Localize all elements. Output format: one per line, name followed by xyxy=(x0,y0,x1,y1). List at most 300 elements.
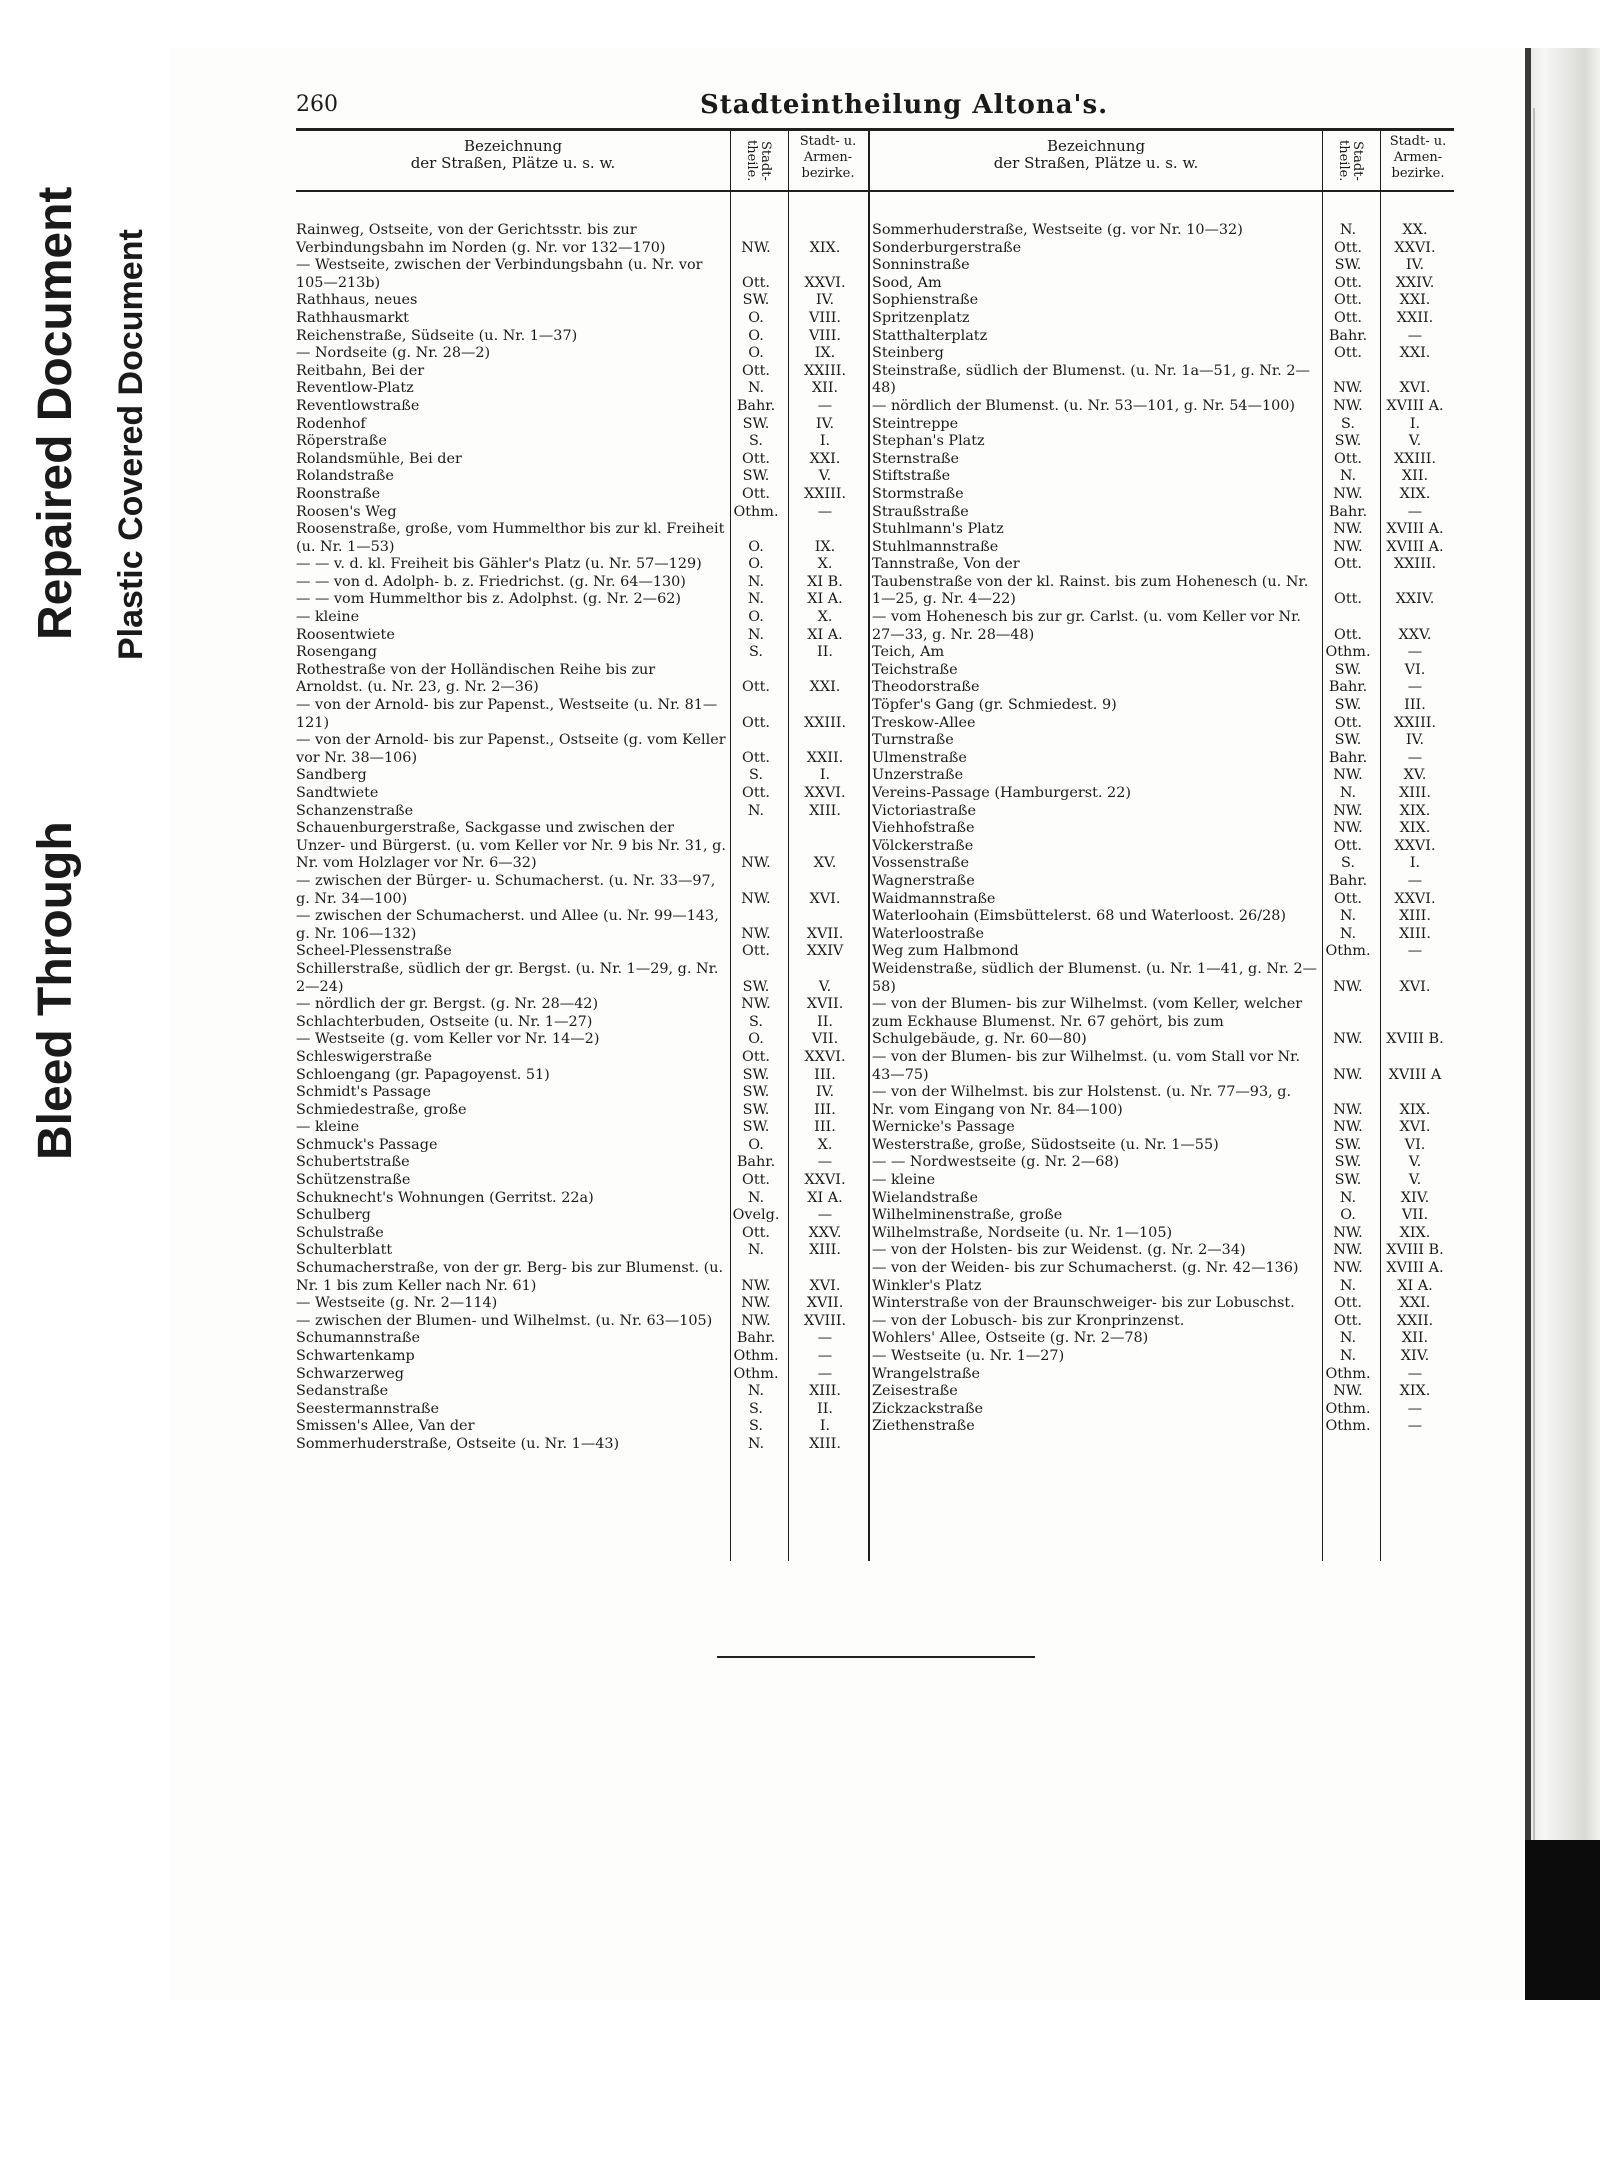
street-name: Sophienstraße xyxy=(872,292,979,309)
street-name: Schmidt's Passage xyxy=(296,1084,432,1101)
header-bezirke-left: Stadt- u. Armen- bezirke. xyxy=(799,134,857,181)
armenbezirk-value: III. xyxy=(814,1066,836,1083)
stadttheil-value: NW. xyxy=(1333,1383,1363,1400)
street-name: Winterstraße von der Braunschweiger- bis zur Lobuschst. xyxy=(872,1295,1295,1312)
armenbezirk-value: — xyxy=(1407,1365,1423,1382)
table-row xyxy=(296,1225,868,1243)
stadttheil-value: S. xyxy=(749,1013,763,1030)
stadttheil-value: N. xyxy=(1339,1277,1357,1294)
table-row xyxy=(872,275,1454,293)
street-name: Schuknecht's Wohnungen (Gerritst. 22a) xyxy=(296,1189,594,1206)
stadttheil-value: Ott. xyxy=(1334,450,1362,467)
armenbezirk-value: XXIII. xyxy=(1393,450,1437,467)
armenbezirk-value: — xyxy=(1407,943,1423,960)
table-row xyxy=(296,292,868,310)
armenbezirk-value: XIX. xyxy=(1399,1224,1431,1241)
stadttheil-value: Ott. xyxy=(1334,345,1362,362)
table-row xyxy=(872,222,1454,240)
table-row xyxy=(296,803,868,821)
armenbezirk-value: XVIII A. xyxy=(1386,538,1444,555)
street-name: Roonstraße xyxy=(296,485,381,502)
street-name: Steinberg xyxy=(872,345,944,362)
street-name: Tannstraße, Von der xyxy=(872,556,1020,573)
armenbezirk-value: XXIII. xyxy=(803,362,847,379)
street-name: Schulterblatt xyxy=(296,1242,393,1259)
table-row xyxy=(296,627,868,645)
armenbezirk-value: III. xyxy=(814,1119,836,1136)
street-name: Wilhelminenstraße, große xyxy=(872,1207,1063,1224)
street-name: Schmuck's Passage xyxy=(296,1136,438,1153)
street-name: — von der Blumen- bis zur Wilhelmst. (vom Keller, welcher zum Eckhause Blumenst. Nr. 67 gehört, bis zum Schulgebäude, g. Nr. 60—80) xyxy=(872,996,1303,1048)
armenbezirk-value: V. xyxy=(1408,1154,1422,1171)
stadttheil-value: S. xyxy=(749,1418,763,1435)
armenbezirk-value: XXVI. xyxy=(804,1172,846,1189)
armenbezirk-value: — xyxy=(1407,644,1423,661)
street-name: Schumacherstraße, von der gr. Berg- bis zur Blumenst. (u. Nr. 1 bis zum Keller nach Nr. 61) xyxy=(296,1260,724,1294)
table-row xyxy=(872,644,1454,662)
street-name: Steintreppe xyxy=(872,415,959,432)
armenbezirk-value: XXVI. xyxy=(1394,239,1436,256)
table-row xyxy=(872,468,1454,486)
table-row xyxy=(872,1348,1454,1366)
table-row xyxy=(296,943,868,961)
page-title: Stadteintheilung Altona's. xyxy=(700,90,1109,120)
street-name: Wielandstraße xyxy=(872,1189,979,1206)
table-row xyxy=(296,961,868,996)
stadttheil-value: NW. xyxy=(1333,538,1363,555)
armenbezirk-value: XVIII A. xyxy=(1386,1260,1444,1277)
table-row xyxy=(296,1295,868,1313)
street-name: Wilhelmstraße, Nordseite (u. Nr. 1—105) xyxy=(872,1224,1173,1241)
street-name: Töpfer's Gang (gr. Schmiedest. 9) xyxy=(872,697,1117,714)
table-row xyxy=(872,292,1454,310)
stadttheil-value: NW. xyxy=(1333,380,1363,397)
table-row xyxy=(296,1031,868,1049)
armenbezirk-value: IV. xyxy=(815,1084,835,1101)
armenbezirk-value: II. xyxy=(817,1400,833,1417)
table-row xyxy=(296,1401,868,1419)
stadttheil-value: SW. xyxy=(1334,1136,1362,1153)
stadttheil-value: Ott. xyxy=(742,485,770,502)
stadttheil-value: NW. xyxy=(1333,1260,1363,1277)
street-name: Spritzenplatz xyxy=(872,309,970,326)
table-row xyxy=(296,380,868,398)
armenbezirk-value: VII. xyxy=(811,1031,839,1048)
stadttheil-value: Othm. xyxy=(1325,943,1371,960)
stadttheil-value: O. xyxy=(748,345,764,362)
stadttheil-value: Ott. xyxy=(742,1048,770,1065)
armenbezirk-value: I. xyxy=(819,433,831,450)
armenbezirk-value: XVII. xyxy=(806,925,844,942)
armenbezirk-value: XVIII A xyxy=(1388,1066,1442,1083)
stadttheil-value: Ott. xyxy=(742,274,770,291)
table-row xyxy=(296,908,868,943)
stadttheil-value: N. xyxy=(747,1189,765,1206)
stadttheil-value: SW. xyxy=(742,1101,770,1118)
table-row xyxy=(872,803,1454,821)
street-name: Rodenhof xyxy=(296,415,366,432)
table-row xyxy=(872,996,1454,1049)
street-name: Waterloostraße xyxy=(872,925,984,942)
table-row xyxy=(296,785,868,803)
armenbezirk-value: III. xyxy=(1404,697,1426,714)
table-row xyxy=(872,1242,1454,1260)
header-stadttheile-right: Stadt- theile. xyxy=(1336,140,1365,182)
stadttheil-value: Ott. xyxy=(1334,274,1362,291)
street-name: Rathhaus, neues xyxy=(296,292,418,309)
armenbezirk-value: XXIII. xyxy=(1393,556,1437,573)
stadttheil-value: NW. xyxy=(1333,485,1363,502)
street-name: Schillerstraße, südlich der gr. Bergst. (u. Nr. 1—29, g. Nr. 2—24) xyxy=(296,960,719,995)
street-name: Wagnerstraße xyxy=(872,872,975,889)
table-row xyxy=(296,609,868,627)
armenbezirk-value: X. xyxy=(817,556,833,573)
armenbezirk-value: VI. xyxy=(1404,1136,1426,1153)
stadttheil-value: Bahr. xyxy=(736,1330,776,1347)
street-name: Steinstraße, südlich der Blumenst. (u. Nr. 1a—51, g. Nr. 2—48) xyxy=(872,362,1310,397)
table-row xyxy=(872,732,1454,750)
stadttheil-value: S. xyxy=(749,433,763,450)
street-name: Weg zum Halbmond xyxy=(872,943,1019,960)
street-name: Stephan's Platz xyxy=(872,433,985,450)
stadttheil-value: NW. xyxy=(1333,1101,1363,1118)
stadttheil-value: SW. xyxy=(1334,697,1362,714)
street-name: — — vom Hummelthor bis z. Adolphst. (g. Nr. 2—62) xyxy=(296,591,681,608)
street-name: Rolandstraße xyxy=(296,468,394,485)
stadttheil-value: Ott. xyxy=(742,714,770,731)
stadttheil-value: Bahr. xyxy=(736,397,776,414)
armenbezirk-value: — xyxy=(1407,872,1423,889)
street-name: — von der Wilhelmst. bis zur Holstenst. (u. Nr. 77—93, g. Nr. vom Eingang von Nr. 84—100) xyxy=(872,1084,1292,1118)
armenbezirk-value: XVII. xyxy=(806,1295,844,1312)
table-row xyxy=(296,451,868,469)
armenbezirk-value: XIX. xyxy=(809,239,841,256)
stadttheil-value: Ott. xyxy=(742,679,770,696)
street-name: Teich, Am xyxy=(872,644,945,661)
stadttheil-value: O. xyxy=(748,538,764,555)
table-row xyxy=(872,451,1454,469)
armenbezirk-value: — xyxy=(817,397,833,414)
armenbezirk-value: V. xyxy=(1408,1172,1422,1189)
street-name: Westerstraße, große, Südostseite (u. Nr. 1—55) xyxy=(872,1136,1219,1153)
stadttheil-value: O. xyxy=(748,327,764,344)
armenbezirk-value: XVI. xyxy=(809,890,841,907)
table-row xyxy=(872,328,1454,346)
table-row xyxy=(296,222,868,257)
armenbezirk-value: X. xyxy=(817,609,833,626)
street-name: Treskow-Allee xyxy=(872,714,976,731)
table-row xyxy=(872,363,1454,398)
table-row xyxy=(296,504,868,522)
table-row xyxy=(296,1366,868,1384)
table-row xyxy=(872,257,1454,275)
street-name: Waterloohain (Eimsbüttelerst. 68 und Waterloost. 26/28) xyxy=(872,908,1286,925)
left-column xyxy=(296,222,868,1454)
stadttheil-value: Ott. xyxy=(1334,309,1362,326)
table-row xyxy=(296,644,868,662)
street-name: Sedanstraße xyxy=(296,1383,389,1400)
table-row xyxy=(296,591,868,609)
street-name: Sonderburgerstraße xyxy=(872,239,1022,256)
armenbezirk-value: XIII. xyxy=(809,1435,841,1452)
stadttheil-value: Ott. xyxy=(742,362,770,379)
street-name: Theodorstraße xyxy=(872,679,980,696)
armenbezirk-value: V. xyxy=(818,468,832,485)
stadttheil-value: N. xyxy=(1339,222,1357,238)
table-row xyxy=(296,1260,868,1295)
table-row xyxy=(872,961,1454,996)
header-designation-left: Bezeichnung der Straßen, Plätze u. s. w. xyxy=(410,137,616,172)
stadttheil-value: O. xyxy=(748,1136,764,1153)
armenbezirk-value: IV. xyxy=(815,415,835,432)
armenbezirk-value: XXII. xyxy=(1396,309,1434,326)
table-row xyxy=(296,1049,868,1067)
armenbezirk-value: XXII. xyxy=(806,749,844,766)
street-name: Viehhofstraße xyxy=(872,820,975,837)
table-header-rule xyxy=(296,190,1454,192)
street-name: Turnstraße xyxy=(872,732,954,749)
street-name: Schanzenstraße xyxy=(296,802,414,819)
table-row xyxy=(296,1137,868,1155)
table-row xyxy=(296,486,868,504)
street-name: — — v. d. kl. Freiheit bis Gähler's Platz (u. Nr. 57—129) xyxy=(296,556,702,573)
street-name: Schlachterbuden, Ostseite (u. Nr. 1—27) xyxy=(296,1013,593,1030)
table-row xyxy=(296,873,868,908)
table-row xyxy=(872,1172,1454,1190)
stadttheil-value: Ott. xyxy=(1334,837,1362,854)
stadttheil-value: N. xyxy=(747,591,765,608)
armenbezirk-value: XIV. xyxy=(1400,1189,1430,1206)
street-name: Roosen's Weg xyxy=(296,503,397,520)
armenbezirk-value: XI A. xyxy=(807,626,843,643)
street-name: Zickzackstraße xyxy=(872,1400,984,1417)
stadttheil-value: Ott. xyxy=(742,450,770,467)
armenbezirk-value: I. xyxy=(1409,415,1421,432)
table-row xyxy=(296,1172,868,1190)
armenbezirk-value: IX. xyxy=(814,538,836,555)
table-row xyxy=(296,433,868,451)
armenbezirk-value: XXV. xyxy=(808,1224,842,1241)
street-name: — — Nordwestseite (g. Nr. 2—68) xyxy=(872,1154,1120,1171)
armenbezirk-value: XXIV. xyxy=(1395,274,1435,291)
table-row xyxy=(296,1014,868,1032)
armenbezirk-value: XI A. xyxy=(807,591,843,608)
street-name: Straußstraße xyxy=(872,503,969,520)
table-row xyxy=(872,943,1454,961)
armenbezirk-value: XIII. xyxy=(809,1242,841,1259)
table-row xyxy=(296,416,868,434)
stadttheil-value: NW. xyxy=(1333,1242,1363,1259)
table-row xyxy=(872,697,1454,715)
armenbezirk-value: XVI. xyxy=(809,1277,841,1294)
armenbezirk-value: XIX. xyxy=(1399,1101,1431,1118)
street-name: — Westseite (g. Nr. 2—114) xyxy=(296,1295,498,1312)
armenbezirk-value: XV. xyxy=(813,855,837,872)
stadttheil-value: N. xyxy=(747,1383,765,1400)
street-name: Rolandsmühle, Bei der xyxy=(296,450,462,467)
stadttheil-value: O. xyxy=(748,1031,764,1048)
table-row xyxy=(296,1084,868,1102)
street-name: Waidmannstraße xyxy=(872,890,996,907)
street-name: — nördlich der Blumenst. (u. Nr. 53—101, g. Nr. 54—100) xyxy=(872,397,1296,414)
armenbezirk-value: XXIV xyxy=(806,943,844,960)
table-row xyxy=(872,820,1454,838)
table-row xyxy=(872,715,1454,733)
street-name: — kleine xyxy=(872,1172,936,1189)
stadttheil-value: NW. xyxy=(1333,820,1363,837)
stadttheil-value: Ott. xyxy=(1334,292,1362,309)
street-name: Rainweg, Ostseite, von der Gerichtsstr. bis zur Verbindungsbahn im Norden (g. Nr. vor 132—170) xyxy=(296,222,666,256)
table-row xyxy=(296,310,868,328)
stadttheil-value: Ott. xyxy=(1334,626,1362,643)
armenbezirk-value: XIII. xyxy=(1399,785,1431,801)
stadttheil-value: N. xyxy=(747,626,765,643)
street-name: — Westseite (u. Nr. 1—27) xyxy=(872,1348,1065,1364)
stadttheil-value: Ott. xyxy=(742,943,770,960)
street-name: Sandberg xyxy=(296,767,367,784)
armenbezirk-value: XI A. xyxy=(1397,1277,1433,1294)
street-name: Sommerhuderstraße, Ostseite (u. Nr. 1—43) xyxy=(296,1435,620,1452)
stadttheil-value: Ott. xyxy=(1334,239,1362,256)
street-name: Wernicke's Passage xyxy=(872,1119,1015,1136)
stadttheil-value: NW. xyxy=(1333,521,1363,538)
table-row xyxy=(872,1260,1454,1278)
street-name: — von der Blumen- bis zur Wilhelmst. (u. vom Stall vor Nr. 43—75) xyxy=(872,1048,1301,1083)
stadttheil-value: Othm. xyxy=(733,503,779,520)
street-name: — zwischen der Blumen- und Wilhelmst. (u. Nr. 63—105) xyxy=(296,1312,713,1329)
street-name: Winkler's Platz xyxy=(872,1277,982,1294)
table-row xyxy=(296,1436,868,1454)
table-row xyxy=(872,539,1454,557)
street-name: — kleine xyxy=(296,609,360,626)
table-row xyxy=(296,521,868,556)
table-row xyxy=(872,1207,1454,1225)
street-name: Röperstraße xyxy=(296,433,387,450)
stadttheil-value: Othm. xyxy=(733,1365,779,1382)
armenbezirk-value: XX. xyxy=(1402,222,1428,238)
armenbezirk-value: I. xyxy=(819,767,831,784)
table-row xyxy=(296,257,868,292)
street-name: Roosentwiete xyxy=(296,626,395,643)
sidebar-label-repaired-document: Repaired Document xyxy=(29,186,82,640)
stadttheil-value: S. xyxy=(749,767,763,784)
armenbezirk-value: VIII. xyxy=(808,309,842,326)
stadttheil-value: NW. xyxy=(741,996,771,1013)
table-row xyxy=(872,1137,1454,1155)
table-row xyxy=(872,838,1454,856)
armenbezirk-value: — xyxy=(1407,1418,1423,1435)
page-edge-dark-corner xyxy=(1525,1840,1600,2000)
street-name: Roosenstraße, große, vom Hummelthor bis zur kl. Freiheit (u. Nr. 1—53) xyxy=(296,521,725,555)
table-row xyxy=(872,855,1454,873)
table-row xyxy=(872,1366,1454,1384)
armenbezirk-value: XXII. xyxy=(1396,1312,1434,1329)
street-name: Statthalterplatz xyxy=(872,327,988,344)
stadttheil-value: Bahr. xyxy=(1328,503,1368,520)
stadttheil-value: N. xyxy=(747,1435,765,1452)
armenbezirk-value: XII. xyxy=(811,380,839,397)
armenbezirk-value: XIII. xyxy=(1399,925,1431,942)
street-name: Reventlow-Platz xyxy=(296,380,414,397)
street-name: Seestermannstraße xyxy=(296,1400,439,1417)
street-name: Stormstraße xyxy=(872,485,964,502)
stadttheil-value: NW. xyxy=(741,855,771,872)
street-name: Rosengang xyxy=(296,644,377,661)
table-row xyxy=(872,1154,1454,1172)
street-name: Unzerstraße xyxy=(872,767,964,784)
stadttheil-value: Ott. xyxy=(1334,591,1362,608)
table-row xyxy=(296,1190,868,1208)
armenbezirk-value: XVIII A. xyxy=(1386,397,1444,414)
armenbezirk-value: XII. xyxy=(1401,468,1429,485)
table-top-rule xyxy=(296,128,1454,131)
stadttheil-value: N. xyxy=(747,380,765,397)
armenbezirk-value: VIII. xyxy=(808,327,842,344)
street-name: Reventlowstraße xyxy=(296,397,420,414)
stadttheil-value: SW. xyxy=(742,468,770,485)
stadttheil-value: N. xyxy=(747,802,765,819)
street-name: — von der Holsten- bis zur Weidenst. (g. Nr. 2—34) xyxy=(872,1242,1246,1259)
street-name: Schwartenkamp xyxy=(296,1348,415,1364)
street-name: Schulstraße xyxy=(296,1224,384,1241)
table-row xyxy=(872,609,1454,644)
table-row xyxy=(872,767,1454,785)
table-row xyxy=(872,785,1454,803)
table-row xyxy=(296,328,868,346)
table-row xyxy=(296,574,868,592)
street-name: Schloengang (gr. Papagoyenst. 51) xyxy=(296,1066,550,1083)
stadttheil-value: Bahr. xyxy=(1328,679,1368,696)
stadttheil-value: S. xyxy=(1341,415,1355,432)
armenbezirk-value: XIII. xyxy=(809,802,841,819)
armenbezirk-value: II. xyxy=(817,1013,833,1030)
street-name: Zeisestraße xyxy=(872,1383,958,1400)
stadttheil-value: NW. xyxy=(741,890,771,907)
street-name: Schauenburgerstraße, Sackgasse und zwischen der Unzer- und Bürgerst. (u. vom Keller vor Nr. 9 bis Nr. 31, g. Nr. vom Holzlager vor Nr. 6—32) xyxy=(296,820,726,872)
table-row xyxy=(872,556,1454,574)
street-name: Schwarzerweg xyxy=(296,1365,404,1382)
street-name: Schützenstraße xyxy=(296,1172,411,1189)
street-name: Rathhausmarkt xyxy=(296,309,409,326)
armenbezirk-value: XII. xyxy=(1401,1330,1429,1347)
stadttheil-value: Bahr. xyxy=(1328,749,1368,766)
street-name: Smissen's Allee, Van der xyxy=(296,1418,475,1435)
street-name: — nördlich der gr. Bergst. (g. Nr. 28—42) xyxy=(296,996,599,1013)
table-row xyxy=(872,345,1454,363)
street-name: Wohlers' Allee, Ostseite (g. Nr. 2—78) xyxy=(872,1330,1149,1347)
armenbezirk-value: XVIII B. xyxy=(1386,1031,1444,1048)
street-name: — zwischen der Schumacherst. und Allee (u. Nr. 99—143, g. Nr. 106—132) xyxy=(296,908,719,942)
table-row xyxy=(872,1278,1454,1296)
stadttheil-value: Ott. xyxy=(742,1224,770,1241)
street-name: Taubenstraße von der kl. Rainst. bis zum Hohenesch (u. Nr. 1—25, g. Nr. 4—22) xyxy=(872,573,1309,608)
header-stadttheile-left: Stadt- theile. xyxy=(744,140,773,182)
table-row xyxy=(872,433,1454,451)
armenbezirk-value: XVIII B. xyxy=(1386,1242,1444,1259)
table-row xyxy=(872,1383,1454,1401)
street-name: Schumannstraße xyxy=(296,1330,420,1347)
armenbezirk-value: — xyxy=(1407,503,1423,520)
armenbezirk-value: XXVI. xyxy=(804,274,846,291)
stadttheil-value: N. xyxy=(1339,785,1357,801)
street-name: Sternstraße xyxy=(872,450,960,467)
table-row xyxy=(872,679,1454,697)
armenbezirk-value: XXIII. xyxy=(803,714,847,731)
armenbezirk-value: XVI. xyxy=(1399,380,1431,397)
street-name: Sonninstraße xyxy=(872,257,970,274)
table-row xyxy=(872,1049,1454,1084)
table-row xyxy=(296,767,868,785)
